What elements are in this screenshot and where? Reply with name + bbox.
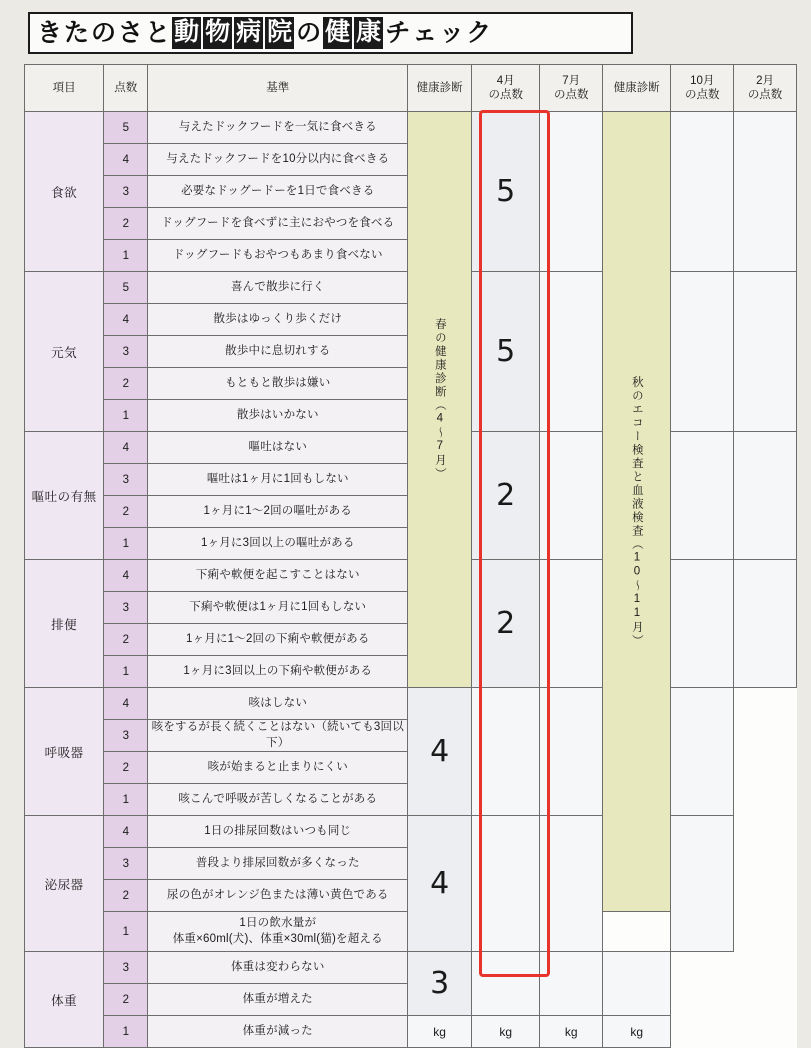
score-february-defecation[interactable] [734, 560, 797, 688]
title-char: と [145, 18, 171, 47]
title-char: 康 [354, 17, 383, 49]
points-cell: 3 [104, 176, 148, 208]
title-char: 院 [265, 17, 294, 49]
section-name-urinary: 泌尿器 [25, 816, 104, 952]
title-char: た [64, 18, 90, 47]
section-name-defecation: 排便 [25, 560, 104, 688]
title-char: の [91, 18, 117, 47]
header-february-line2: の点数 [747, 89, 783, 101]
points-cell: 2 [104, 984, 148, 1016]
table-row [25, 112, 797, 144]
points-cell: 3 [104, 720, 148, 752]
table-header-row [25, 65, 797, 112]
score-july-appetite[interactable] [540, 112, 603, 272]
criteria-cell: 体重が増えた [148, 984, 408, 1016]
header-april-line2: の点数 [488, 89, 523, 101]
section-name-energy: 元気 [25, 272, 104, 432]
score-july-respiratory[interactable] [472, 688, 540, 816]
header-criteria: 基準 [148, 65, 408, 112]
criteria-cell: 喜んで散歩に行く [148, 272, 408, 304]
criteria-cell: 1日の排尿回数はいつも同じ [148, 816, 408, 848]
criteria-cell: 下痢や軟便は1ヶ月に1回もしない [148, 592, 408, 624]
score-february-urinary[interactable] [671, 816, 734, 952]
criteria-cell [148, 912, 408, 952]
points-cell: 5 [104, 112, 148, 144]
points-cell: 1 [104, 240, 148, 272]
criteria-cell: 下痢や軟便を起こすことはない [148, 560, 408, 592]
checkup-spring-cell [408, 112, 472, 688]
header-october-line2: の点数 [685, 89, 720, 101]
criteria-cell: 与えたドックフードを一気に食べきる [148, 112, 408, 144]
points-cell: 4 [104, 560, 148, 592]
score-october-weight[interactable] [540, 952, 603, 1016]
score-april-vomiting[interactable]: 2 [472, 432, 540, 560]
score-february-weight[interactable] [603, 952, 671, 1016]
title-char: 動 [172, 17, 201, 49]
header-february-line1: 2月 [756, 74, 775, 87]
title-char: 物 [203, 17, 232, 49]
points-cell: 4 [104, 144, 148, 176]
criteria-cell: もともと散歩は嫌い [148, 368, 408, 400]
criteria-cell: 体重が減った [148, 1016, 408, 1048]
score-april-respiratory[interactable]: 4 [408, 688, 472, 816]
title-char: ク [466, 18, 492, 47]
points-cell: 5 [104, 272, 148, 304]
title-char: ッ [439, 18, 465, 47]
points-cell: 3 [104, 464, 148, 496]
header-points: 点数 [104, 65, 148, 112]
header-item: 項目 [25, 65, 104, 112]
points-cell: 1 [104, 400, 148, 432]
criteria-cell: 1ヶ月に1〜2回の嘔吐がある [148, 496, 408, 528]
score-october-energy[interactable] [671, 272, 734, 432]
header-april-score [472, 65, 540, 112]
criteria-line2: 体重×60ml(犬)、体重×30ml(猫)を超える [172, 932, 383, 945]
page-title [28, 12, 633, 54]
points-cell: 1 [104, 1016, 148, 1048]
title-char: の [296, 18, 322, 47]
points-cell: 2 [104, 752, 148, 784]
section-name-vomiting: 嘔吐の有無 [25, 432, 104, 560]
table-row [25, 1016, 797, 1048]
score-april-urinary[interactable]: 4 [408, 816, 472, 952]
criteria-cell: 1ヶ月に1〜2回の下痢や軟便がある [148, 624, 408, 656]
score-october-defecation[interactable] [671, 560, 734, 688]
section-name-weight: 体重 [25, 952, 104, 1048]
header-july-line2: の点数 [553, 89, 589, 101]
score-april-defecation[interactable]: 2 [472, 560, 540, 688]
criteria-cell: 体重は変わらない [148, 952, 408, 984]
criteria-cell: ドッグフードもおやつもあまり食べない [148, 240, 408, 272]
table-row [25, 952, 797, 984]
criteria-cell: 1ヶ月に3回以上の下痢や軟便がある [148, 656, 408, 688]
points-cell: 2 [104, 880, 148, 912]
points-cell: 4 [104, 688, 148, 720]
score-july-vomiting[interactable] [540, 432, 603, 560]
score-july-weight[interactable] [472, 952, 540, 1016]
points-cell: 2 [104, 624, 148, 656]
table-row [25, 816, 797, 848]
section-name-appetite: 食欲 [25, 112, 104, 272]
points-cell: 3 [104, 848, 148, 880]
header-checkup-spring: 健康診断 [408, 65, 472, 112]
table-row [25, 688, 797, 720]
score-july-urinary[interactable] [472, 816, 540, 952]
header-april-line1: 4月 [496, 74, 515, 87]
checkup-autumn-label: 秋のエコー検査と血液検査（10〜11月） [630, 375, 643, 648]
title-char: 健 [323, 17, 352, 49]
points-cell: 4 [104, 432, 148, 464]
criteria-cell: 嘔吐は1ヶ月に1回もしない [148, 464, 408, 496]
criteria-cell: 散歩中に息切れする [148, 336, 408, 368]
points-cell: 1 [104, 912, 148, 952]
points-cell: 2 [104, 208, 148, 240]
title-char: ェ [412, 18, 438, 47]
header-july-score [540, 65, 603, 112]
title-char: き [37, 18, 63, 47]
header-october-line1: 10月 [690, 74, 715, 87]
header-checkup-autumn: 健康診断 [603, 65, 671, 112]
points-cell: 1 [104, 784, 148, 816]
score-october-vomiting[interactable] [671, 432, 734, 560]
criteria-cell: 咳をするが長く続くことはない（続いても3回以下） [148, 720, 408, 752]
criteria-cell: 散歩はゆっくり歩くだけ [148, 304, 408, 336]
criteria-cell: 1ヶ月に3回以上の嘔吐がある [148, 528, 408, 560]
score-february-vomiting[interactable] [734, 432, 797, 560]
score-october-appetite[interactable] [671, 112, 734, 272]
criteria-cell: 咳が始まると止まりにくい [148, 752, 408, 784]
score-july-defecation[interactable] [540, 560, 603, 688]
points-cell: 3 [104, 592, 148, 624]
section-name-respiratory: 呼吸器 [25, 688, 104, 816]
score-april-weight[interactable]: 3 [408, 952, 472, 1016]
header-october-score [671, 65, 734, 112]
criteria-line1: 1日の飲水量が [239, 917, 317, 930]
score-february-energy[interactable] [734, 272, 797, 432]
points-cell: 2 [104, 368, 148, 400]
points-cell: 4 [104, 304, 148, 336]
points-cell: 1 [104, 528, 148, 560]
score-april-energy[interactable]: 5 [472, 272, 540, 432]
criteria-cell: 嘔吐はない [148, 432, 408, 464]
criteria-cell: 普段より排尿回数が多くなった [148, 848, 408, 880]
criteria-cell: 与えたドックフードを10分以内に食べきる [148, 144, 408, 176]
weight-unit-february[interactable]: kg [603, 1016, 671, 1048]
points-cell: 4 [104, 816, 148, 848]
criteria-cell: 咳こんで呼吸が苦しくなることがある [148, 784, 408, 816]
title-char: 病 [234, 17, 263, 49]
weight-unit-july[interactable]: kg [472, 1016, 540, 1048]
header-february-score [734, 65, 797, 112]
points-cell: 1 [104, 656, 148, 688]
checkup-spring-label: 春の健康診断（4〜7月） [433, 318, 446, 481]
score-february-appetite[interactable] [734, 112, 797, 272]
points-cell: 3 [104, 336, 148, 368]
criteria-cell: 尿の色がオレンジ色または薄い黄色である [148, 880, 408, 912]
title-char: チ [385, 18, 411, 47]
title-char: さ [118, 18, 144, 47]
header-july-line1: 7月 [562, 74, 581, 87]
checkup-autumn-cell [603, 112, 671, 912]
score-october-respiratory[interactable] [540, 688, 603, 816]
health-check-table [24, 64, 797, 1048]
score-february-respiratory[interactable] [671, 688, 734, 816]
criteria-cell: 必要なドッグードーを1日で食べきる [148, 176, 408, 208]
score-october-urinary[interactable] [540, 816, 603, 952]
weight-unit-april[interactable]: kg [408, 1016, 472, 1048]
criteria-cell: 散歩はいかない [148, 400, 408, 432]
weight-unit-october[interactable]: kg [540, 1016, 603, 1048]
criteria-cell: ドッグフードを食べずに主におやつを食べる [148, 208, 408, 240]
score-april-appetite[interactable]: 5 [472, 112, 540, 272]
score-july-energy[interactable] [540, 272, 603, 432]
points-cell: 2 [104, 496, 148, 528]
points-cell: 3 [104, 952, 148, 984]
criteria-cell: 咳はしない [148, 688, 408, 720]
